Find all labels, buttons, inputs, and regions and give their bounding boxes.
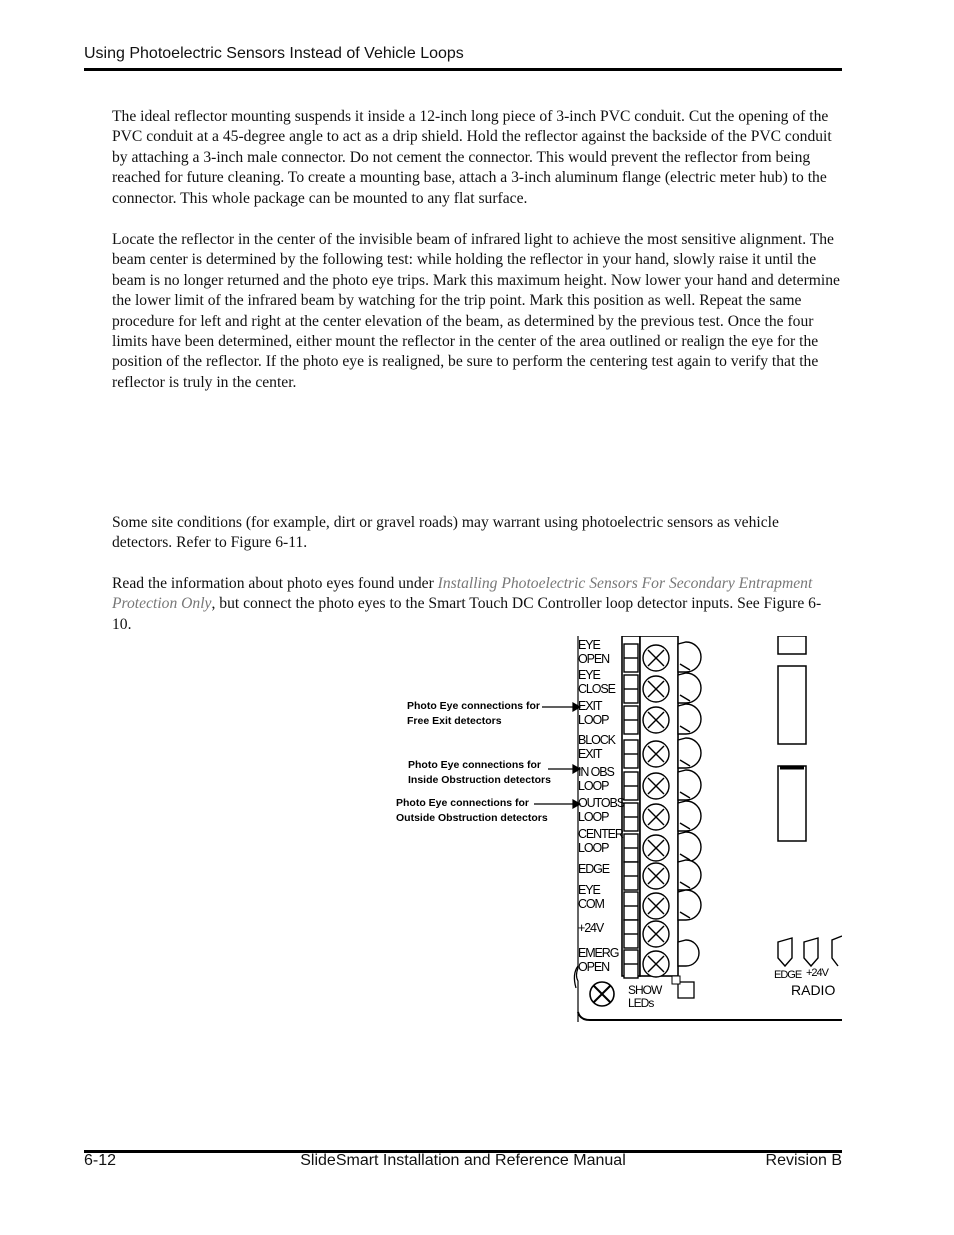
paragraph-text-end: , but connect the photo eyes to the Smart Touch DC Controller loop detector inputs. See Figure 6-10. — [112, 595, 822, 633]
paragraph-site-conditions: Some site conditions (for example, dirt or gravel roads) may warrant using photoelectric sensors as vehicle detectors. Refer to Figure 6-11. — [112, 514, 779, 552]
header-rule — [84, 68, 842, 71]
callout-inside-obstruction: Photo Eye connections for Inside Obstruction detectors — [408, 759, 551, 786]
terminal-label-eye-close: EYE CLOSE — [578, 668, 615, 696]
terminal-label-out-obs-loop: OUTOBS LOOP — [578, 796, 624, 824]
terminal-label-in-obs-loop: IN OBS LOOP — [578, 765, 614, 793]
manual-title: SlideSmart Installation and Reference Manual — [300, 1152, 626, 1169]
terminal-label-center-loop: CENTER LOOP — [578, 827, 623, 855]
running-header: Using Photoelectric Sensors Instead of Vehicle Loops — [84, 45, 464, 62]
revision-label: Revision B — [765, 1152, 842, 1169]
terminal-label-edge: EDGE — [578, 862, 610, 876]
callout-free-exit: Photo Eye connections for Free Exit detectors — [407, 700, 541, 727]
terminal-label-emerg-open: EMERG OPEN — [578, 946, 619, 974]
terminal-block-figure — [380, 636, 842, 1022]
24v-connector-label: +24V — [806, 967, 828, 979]
radio-label: RADIO — [791, 982, 836, 998]
show-leds-label: SHOW LEDs — [628, 983, 662, 1010]
paragraph-beam-centering: Locate the reflector in the center of the invisible beam of infrared light to achieve the most sensitive alignment. The beam center is determined by the following test: while holding the reflector in your hand, slowly raise it until the beam is no longer returned and the photo eye trips. Mark this maximum height. Now lower your hand and determine the lower limit of the infrared beam by watching for the trip point. Mark this position as well. Repeat the same procedure for left and right at the center elevation of the beam, as determined by the previous test. Once the four limits have been determined, either mount the reflector in the center of the area outlined or realign the eye for the position of the reflector. If the photo eye is realigned, be sure to perform the centering test again to verify that the reflector is truly in the center. — [112, 231, 840, 391]
paragraph-photo-eye-info — [112, 574, 840, 635]
page-number: 6-12 — [84, 1152, 117, 1169]
terminal-label-block-exit: BLOCK EXIT — [578, 733, 615, 761]
terminal-label-24v: +24V — [578, 921, 604, 935]
cross-reference-link[interactable]: Installing Photoelectric Sensors For Secondary Entrapment Protection Only — [112, 575, 813, 613]
callout-outside-obstruction: Photo Eye connections for Outside Obstruction detectors — [396, 797, 548, 824]
terminal-label-eye-com: EYE COM — [578, 883, 604, 911]
callout-arrows — [534, 703, 580, 808]
page-footer — [84, 1152, 842, 1174]
terminal-label-exit-loop: EXIT LOOP — [578, 699, 609, 727]
paragraph-reflector-mounting: The ideal reflector mounting suspends it inside a 12-inch long piece of 3-inch PVC conduit. Cut the opening of the PVC conduit at a 45-degree angle to act as a drip shield. Hold the reflector against the backside of the PVC conduit by attaching a 3-inch male connector. Do not cement the connector. This would prevent the reflector from being reached for future cleaning. To create a mounting base, attach a 3-inch aluminum flange (electric meter hub) to the connector. This whole package can be mounted to any flat surface. — [112, 108, 832, 207]
terminal-label-eye-open: EYE OPEN — [578, 638, 610, 666]
edge-connector-label: EDGE — [774, 969, 802, 981]
paragraph-text-start: Read the information about photo eyes found under — [112, 575, 438, 592]
